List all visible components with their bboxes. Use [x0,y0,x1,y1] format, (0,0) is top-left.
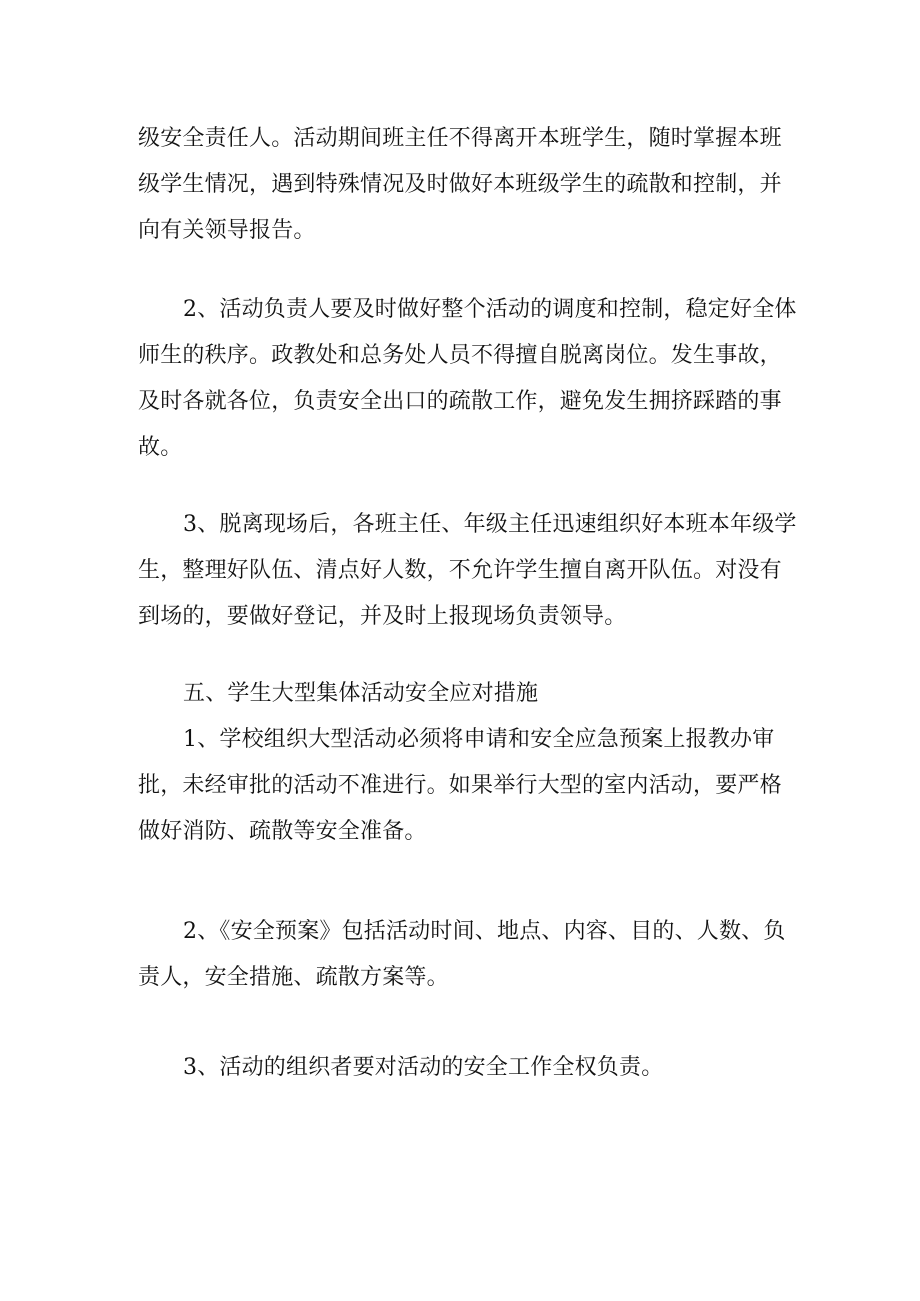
paragraph-line: 到场的，要做好登记，并及时上报现场负责领导。 [138,604,627,629]
paragraph-line: 2、《安全预案》包括活动时间、地点、内容、目的、人数、负 [183,919,786,944]
section-heading-five [138,671,788,717]
paragraph-line: 3、活动的组织者要对活动的安全工作全权负责。 [183,1055,664,1080]
paragraph-line: 3、脱离现场后，各班主任、年级主任迅速组织好本班本年级学 [183,512,797,537]
paragraph-line: 做好消防、疏散等安全准备。 [138,819,427,844]
paragraph-line: 故。 [138,435,183,460]
paragraph-line: 师生的秩序。政教处和总务处人员不得擅自脱离岗位。发生事故， [138,343,782,368]
paragraph-line: 生，整理好队伍、清点好人数，不允许学生擅自离开队伍。对没有 [138,558,782,583]
paragraph-class-teacher-duty [138,116,788,254]
section-heading: 五、学生大型集体活动安全应对措施 [183,681,539,706]
paragraph-line: 向有关领导报告。 [138,218,316,243]
paragraph-item-3-organizer [138,1045,788,1091]
paragraph-line: 批，未经审批的活动不准进行。如果举行大型的室内活动，要严格 [138,773,782,798]
paragraph-line: 1、学校组织大型活动必须将申请和安全应急预案上报教办审 [183,727,775,752]
paragraph-line: 级安全责任人。活动期间班主任不得离开本班学生，随时掌握本班 [138,126,782,151]
paragraph-item-3-after-evacuation [138,502,797,640]
paragraph-line: 2、活动负责人要及时做好整个活动的调度和控制，稳定好全体 [183,297,797,322]
paragraph-line: 及时各就各位，负责安全出口的疏散工作，避免发生拥挤踩踏的事 [138,389,782,414]
paragraph-line: 级学生情况，遇到特殊情况及时做好本班级学生的疏散和控制，并 [138,172,782,197]
paragraph-item-2-activity-leader [138,287,797,471]
paragraph-line: 责人，安全措施、疏散方案等。 [138,965,449,990]
paragraph-item-2-safety-plan [138,909,788,1001]
paragraph-item-1-approval [138,717,788,855]
